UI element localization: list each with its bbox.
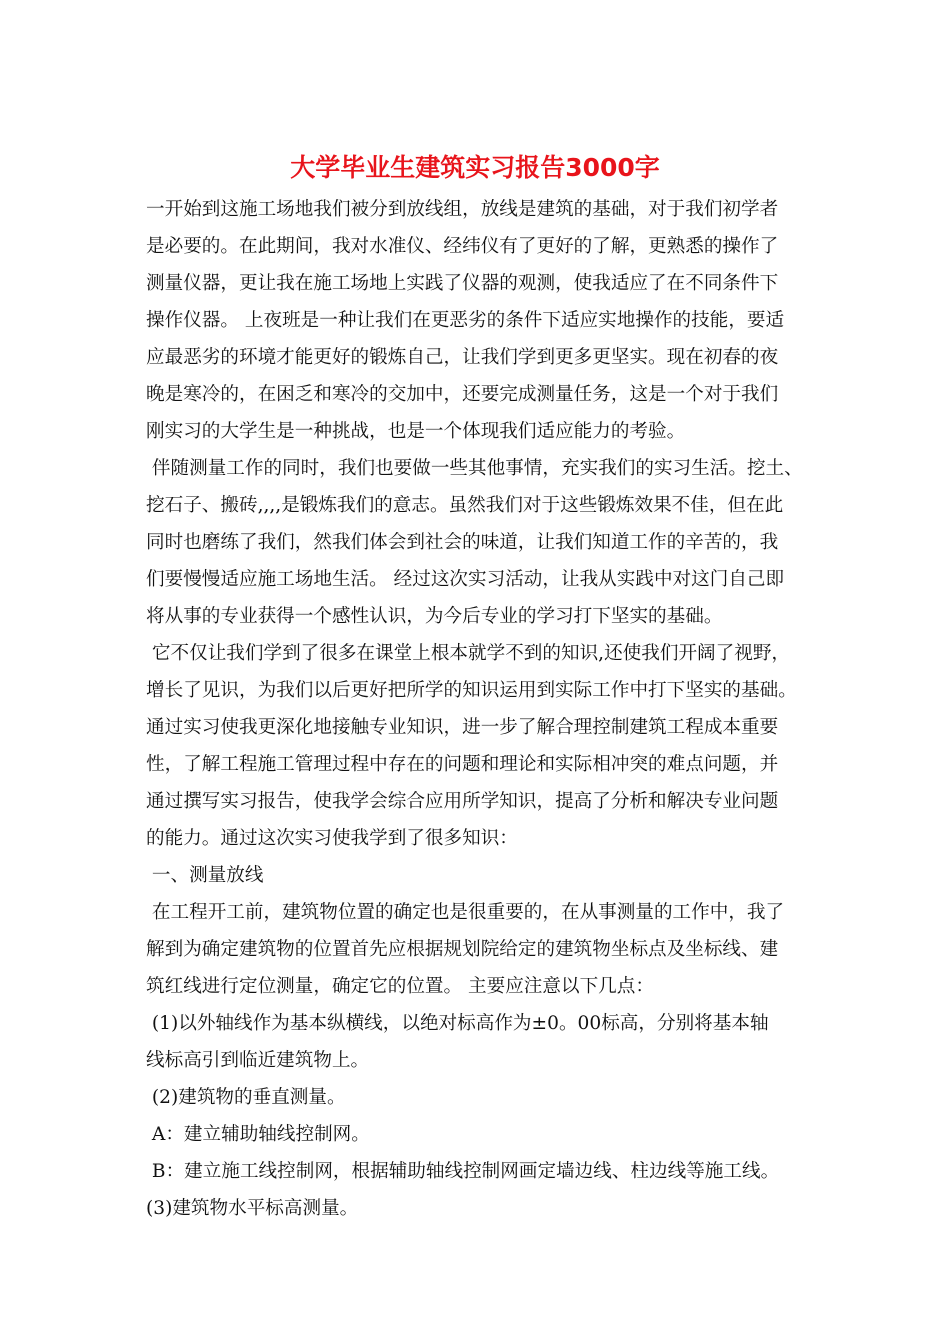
body-line: 刚实习的大学生是一种挑战，也是一个体现我们适应能力的考验。 — [146, 421, 686, 442]
list-item: (2)建筑物的垂直测量。 — [146, 1087, 346, 1108]
body-line: 通过实习使我更深化地接触专业知识，进一步了解合理控制建筑工程成本重要 — [146, 717, 779, 738]
body-line: 们要慢慢适应施工场地生活。 经过这次实习活动，让我从实践中对这门自己即 — [146, 569, 785, 590]
list-item: (3)建筑物水平标高测量。 — [146, 1198, 359, 1219]
body-line: 的能力。通过这次实习使我学到了很多知识： — [146, 828, 518, 849]
body-line: 一开始到这施工场地我们被分到放线组，放线是建筑的基础，对于我们初学者 — [146, 199, 779, 220]
body-line: 性，了解工程施工管理过程中存在的问题和理论和实际相冲突的难点问题，并 — [146, 754, 779, 775]
body-line: 它不仅让我们学到了很多在课堂上根本就学不到的知识,还使我们开阔了视野， — [146, 643, 791, 664]
body-line: 应最恶劣的环境才能更好的锻炼自己，让我们学到更多更坚实。现在初春的夜 — [146, 347, 779, 368]
body-line: 是必要的。在此期间，我对水准仪、经纬仪有了更好的了解，更熟悉的操作了 — [146, 236, 779, 257]
body-line: 伴随测量工作的同时，我们也要做一些其他事情，充实我们的实习生活。挖土、 — [146, 458, 803, 479]
body-line: 在工程开工前，建筑物位置的确定也是很重要的，在从事测量的工作中，我了 — [146, 902, 785, 923]
body-line: 解到为确定建筑物的位置首先应根据规划院给定的建筑物坐标点及坐标线、建 — [146, 939, 779, 960]
section-heading: 一、测量放线 — [146, 865, 264, 886]
list-item-continuation: 线标高引到临近建筑物上。 — [146, 1050, 370, 1071]
body-line: 筑红线进行定位测量，确定它的位置。 主要应注意以下几点： — [146, 976, 654, 997]
body-line: 增长了见识，为我们以后更好把所学的知识运用到实际工作中打下坚实的基础。 — [146, 680, 797, 701]
body-line: 晚是寒冷的，在困乏和寒冷的交加中，还要完成测量任务，这是一个对于我们 — [146, 384, 779, 405]
body-line: 将从事的专业获得一个感性认识，为今后专业的学习打下坚实的基础。 — [146, 606, 723, 627]
list-subitem: A：建立辅助轴线控制网。 — [146, 1124, 370, 1145]
body-line: 挖石子、搬砖,,,,是锻炼我们的意志。虽然我们对于这些锻炼效果不佳，但在此 — [146, 495, 784, 516]
body-line: 测量仪器，更让我在施工场地上实践了仪器的观测，使我适应了在不同条件下 — [146, 273, 779, 294]
list-item: (1)以外轴线作为基本纵横线，以绝对标高作为±0。00标高，分别将基本轴 — [146, 1013, 769, 1034]
list-subitem: B：建立施工线控制网，根据辅助轴线控制网画定墙边线、柱边线等施工线。 — [146, 1161, 780, 1182]
body-line: 操作仪器。 上夜班是一种让我们在更恶劣的条件下适应实地操作的技能，要适 — [146, 310, 785, 331]
document-title: 大学毕业生建筑实习报告3000字 — [290, 153, 660, 182]
body-line: 通过撰写实习报告，使我学会综合应用所学知识，提高了分析和解决专业问题 — [146, 791, 779, 812]
body-line: 同时也磨练了我们，然我们体会到社会的味道，让我们知道工作的辛苦的，我 — [146, 532, 779, 553]
